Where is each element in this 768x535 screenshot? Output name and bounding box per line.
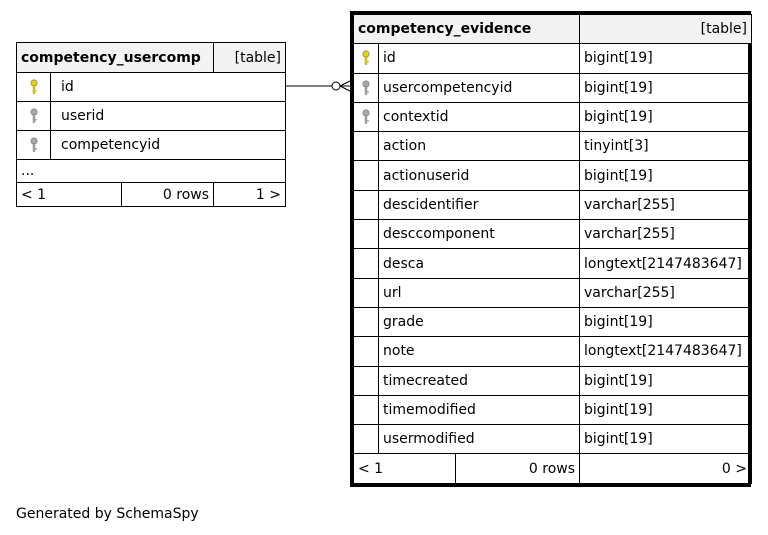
children-count: 1 > xyxy=(214,183,286,207)
column-type: bigint[19] xyxy=(580,366,752,395)
row-count: 0 rows xyxy=(456,454,580,483)
column-name: descidentifier xyxy=(379,190,580,219)
column-name: id xyxy=(51,73,286,102)
no-key-cell xyxy=(354,249,379,278)
column-type: bigint[19] xyxy=(580,161,752,190)
column-type: tinyint[3] xyxy=(580,132,752,161)
no-key-cell xyxy=(354,395,379,424)
column-type: longtext[2147483647] xyxy=(580,337,752,366)
column-row[interactable] xyxy=(354,249,752,278)
table-competency-usercomp[interactable] xyxy=(16,42,285,207)
column-name: note xyxy=(379,337,580,366)
column-type: bigint[19] xyxy=(580,44,752,73)
column-name: desca xyxy=(379,249,580,278)
column-type: varchar[255] xyxy=(580,190,752,219)
no-key-cell xyxy=(354,366,379,395)
foreign-key-icon xyxy=(17,131,51,160)
parents-count: < 1 xyxy=(17,183,122,207)
column-type: varchar[255] xyxy=(580,278,752,307)
no-key-cell xyxy=(354,161,379,190)
parents-count: < 1 xyxy=(354,454,456,483)
column-row[interactable] xyxy=(354,337,752,366)
column-name: id xyxy=(379,44,580,73)
column-type: bigint[19] xyxy=(580,102,752,131)
column-name: usermodified xyxy=(379,425,580,454)
column-name: url xyxy=(379,278,580,307)
column-type: bigint[19] xyxy=(580,73,752,102)
generated-by-label: Generated by SchemaSpy xyxy=(16,506,199,522)
column-name: actionuserid xyxy=(379,161,580,190)
column-name: desccomponent xyxy=(379,220,580,249)
column-name: timecreated xyxy=(379,366,580,395)
foreign-key-icon xyxy=(17,102,51,131)
column-row[interactable] xyxy=(354,132,752,161)
row-count: 0 rows xyxy=(122,183,214,207)
column-name: userid xyxy=(51,102,286,131)
column-row[interactable] xyxy=(354,220,752,249)
foreign-key-icon xyxy=(354,102,379,131)
no-key-cell xyxy=(354,307,379,336)
column-type: varchar[255] xyxy=(580,220,752,249)
column-row[interactable] xyxy=(354,44,752,73)
column-row[interactable] xyxy=(354,73,752,102)
column-row[interactable] xyxy=(17,131,286,160)
primary-key-icon xyxy=(17,73,51,102)
column-name: timemodified xyxy=(379,395,580,424)
column-type: bigint[19] xyxy=(580,425,752,454)
foreign-key-icon xyxy=(354,73,379,102)
column-name: grade xyxy=(379,307,580,336)
no-key-cell xyxy=(354,190,379,219)
column-row[interactable] xyxy=(354,161,752,190)
column-row[interactable] xyxy=(17,73,286,102)
table-name[interactable]: competency_evidence xyxy=(354,15,580,44)
column-name: usercompetencyid xyxy=(379,73,580,102)
column-row[interactable] xyxy=(354,395,752,424)
no-key-cell xyxy=(354,132,379,161)
column-name: action xyxy=(379,132,580,161)
column-type: bigint[19] xyxy=(580,307,752,336)
no-key-cell xyxy=(354,220,379,249)
column-row[interactable] xyxy=(354,425,752,454)
column-type: longtext[2147483647] xyxy=(580,249,752,278)
no-key-cell xyxy=(354,278,379,307)
primary-key-icon xyxy=(354,44,379,73)
table-name[interactable]: competency_usercomp xyxy=(17,43,214,73)
column-row[interactable] xyxy=(354,307,752,336)
column-name: competencyid xyxy=(51,131,286,160)
zero-optional-marker xyxy=(332,82,340,90)
column-row[interactable] xyxy=(17,102,286,131)
column-row[interactable] xyxy=(354,102,752,131)
column-row[interactable] xyxy=(354,366,752,395)
column-type: bigint[19] xyxy=(580,395,752,424)
table-competency-evidence[interactable] xyxy=(350,11,751,487)
column-name: contextid xyxy=(379,102,580,131)
no-key-cell xyxy=(354,337,379,366)
table-type: [table] xyxy=(214,43,286,73)
children-count: 0 > xyxy=(580,454,752,483)
more-columns: ... xyxy=(17,160,286,183)
column-row[interactable] xyxy=(354,278,752,307)
no-key-cell xyxy=(354,425,379,454)
table-type: [table] xyxy=(580,15,752,44)
column-row[interactable] xyxy=(354,190,752,219)
